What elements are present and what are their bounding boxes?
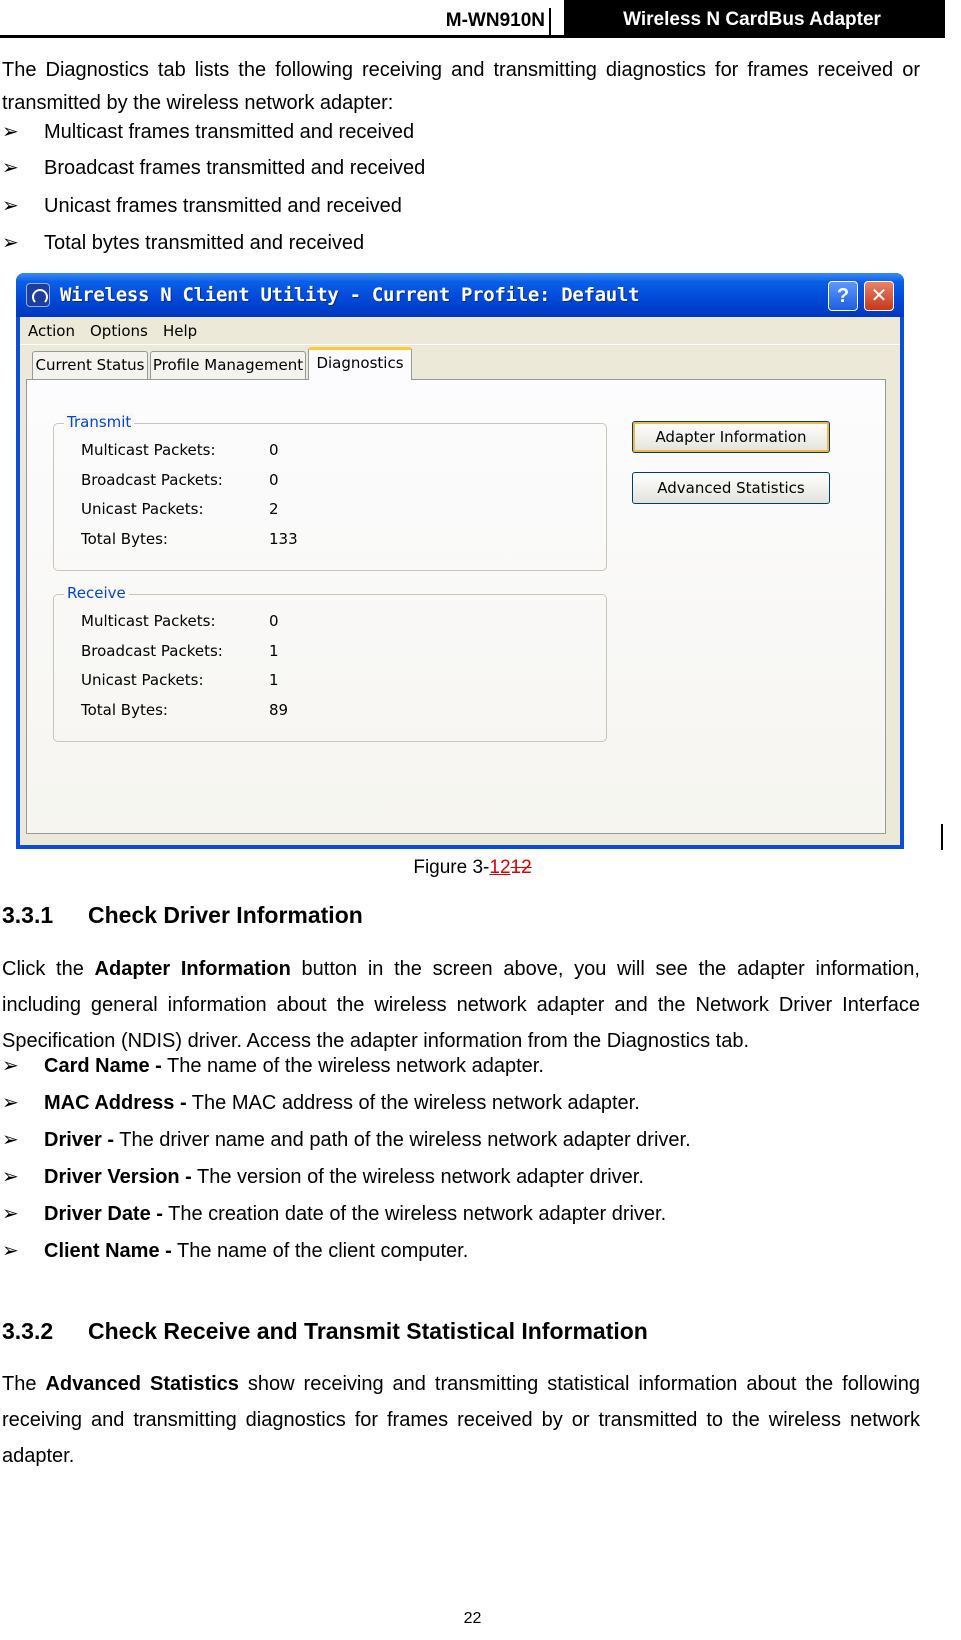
header-product: Wireless N CardBus Adapter	[564, 0, 940, 38]
definition-term: MAC Address -	[44, 1092, 187, 1114]
menu-action[interactable]: Action	[28, 322, 75, 340]
bullet-arrow-icon: ➢	[2, 157, 19, 179]
receive-multicast-label: Multicast Packets:	[81, 612, 216, 630]
tab-diagnostics[interactable]: Diagnostics	[308, 347, 412, 380]
bullet-arrow-icon: ➢	[2, 1129, 19, 1151]
wireless-app-icon	[26, 283, 50, 307]
figure-prefix: Figure 3-	[413, 857, 490, 878]
bullet-arrow-icon: ➢	[2, 1166, 19, 1188]
para-bold-term: Adapter Information	[94, 958, 291, 980]
transmit-unicast-value: 2	[269, 500, 279, 518]
receive-unicast-value: 1	[269, 671, 279, 689]
definition-text	[44, 1201, 666, 1227]
header-end-mark	[940, 0, 945, 38]
transmit-total-bytes-label: Total Bytes:	[81, 530, 168, 548]
receive-broadcast-value: 1	[269, 642, 279, 660]
change-bar	[941, 824, 943, 850]
definition-text	[44, 1053, 544, 1079]
definition-term: Driver Version -	[44, 1166, 192, 1188]
bullet-text: Multicast frames transmitted and received	[44, 121, 415, 143]
figure-caption	[0, 857, 945, 879]
transmit-broadcast-label: Broadcast Packets:	[81, 471, 223, 489]
receive-multicast-value: 0	[269, 612, 279, 630]
receive-unicast-label: Unicast Packets:	[81, 671, 204, 689]
adapter-information-button[interactable]: Adapter Information	[632, 421, 830, 453]
para-text: Click the	[2, 958, 95, 980]
menu-options[interactable]: Options	[90, 322, 148, 340]
para-text: button in the screen above, you will see the adapter information, including general information about the wireless network adapter and the Network Driver Interface Specification (NDIS) driver. Access the adapter information from the Diagnostics tab.	[2, 958, 920, 1052]
para-text: show receiving and transmitting statistical information about the following receiving and transmitting diagnostics for frames received by or transmitted to the wireless network adapter.	[2, 1373, 920, 1467]
close-button[interactable]: ✕	[864, 281, 894, 311]
definition-text	[44, 1238, 468, 1264]
section-number: 3.3.2	[2, 1318, 54, 1344]
bullet-arrow-icon: ➢	[2, 121, 19, 143]
definition-desc: The name of the client computer.	[171, 1240, 469, 1262]
header-separator	[549, 8, 551, 36]
definition-text	[44, 1127, 691, 1153]
advanced-statistics-button[interactable]: Advanced Statistics	[632, 472, 830, 504]
bullet-arrow-icon: ➢	[2, 1203, 19, 1225]
definition-term: Client Name -	[44, 1240, 172, 1262]
section2-paragraph	[2, 1366, 920, 1474]
receive-total-bytes-value: 89	[269, 701, 289, 719]
section1-paragraph	[2, 951, 920, 1059]
receive-group	[53, 584, 607, 742]
page-header	[0, 0, 945, 38]
transmit-unicast-label: Unicast Packets:	[81, 500, 204, 518]
transmit-multicast-label: Multicast Packets:	[81, 441, 216, 459]
window-titlebar[interactable]	[16, 273, 904, 317]
transmit-total-bytes-value: 133	[269, 530, 298, 548]
definition-desc: The creation date of the wireless network adapter driver.	[162, 1203, 667, 1225]
tab-current-status[interactable]: Current Status	[32, 351, 148, 379]
definition-desc: The name of the wireless network adapter.	[161, 1055, 544, 1077]
transmit-group-label: Transmit	[64, 413, 134, 431]
figure-number-inserted: 12	[489, 857, 511, 878]
bullet-arrow-icon: ➢	[2, 1055, 19, 1077]
bullet-arrow-icon: ➢	[2, 195, 19, 217]
definition-term: Driver Date -	[44, 1203, 163, 1225]
tab-profile-management[interactable]: Profile Management	[150, 351, 306, 379]
bullet-arrow-icon: ➢	[2, 1092, 19, 1114]
definition-desc: The MAC address of the wireless network adapter.	[186, 1092, 640, 1114]
receive-group-label: Receive	[64, 584, 129, 602]
definition-term: Card Name -	[44, 1055, 162, 1077]
transmit-multicast-value: 0	[269, 441, 279, 459]
window-client-area	[20, 345, 900, 845]
page-number: 22	[463, 1610, 482, 1627]
section-number: 3.3.1	[2, 902, 54, 928]
definition-desc: The driver name and path of the wireless network adapter driver.	[114, 1129, 691, 1151]
para-text: The	[2, 1373, 46, 1395]
receive-broadcast-label: Broadcast Packets:	[81, 642, 223, 660]
bullet-text: Total bytes transmitted and received	[44, 232, 365, 254]
client-utility-window	[16, 273, 904, 849]
diagnostics-panel	[26, 379, 886, 834]
definition-text	[44, 1164, 644, 1190]
transmit-group	[53, 413, 607, 571]
transmit-broadcast-value: 0	[269, 471, 279, 489]
bullet-text: Unicast frames transmitted and received	[44, 195, 402, 217]
window-title: Wireless N Client Utility - Current Profile: Default	[60, 284, 640, 306]
definition-term: Driver -	[44, 1129, 115, 1151]
section-title: Check Driver Information	[88, 902, 363, 928]
bullet-text: Broadcast frames transmitted and received	[44, 157, 426, 179]
help-button[interactable]: ?	[828, 281, 858, 311]
menu-bar	[20, 317, 900, 345]
bullet-arrow-icon: ➢	[2, 232, 19, 254]
header-model: M-WN910N	[445, 10, 545, 31]
definition-text	[44, 1090, 640, 1116]
section-title: Check Receive and Transmit Statistical Information	[88, 1318, 648, 1344]
figure-number-deleted: 12	[510, 857, 532, 878]
bullet-arrow-icon: ➢	[2, 1240, 19, 1262]
para-bold-term: Advanced Statistics	[45, 1373, 239, 1395]
intro-paragraph: The Diagnostics tab lists the following receiving and transmitting diagnostics for frames received or transmitted by the wireless network adapter:	[2, 59, 920, 114]
receive-total-bytes-label: Total Bytes:	[81, 701, 168, 719]
definition-desc: The version of the wireless network adapter driver.	[191, 1166, 644, 1188]
menu-help[interactable]: Help	[163, 322, 198, 340]
